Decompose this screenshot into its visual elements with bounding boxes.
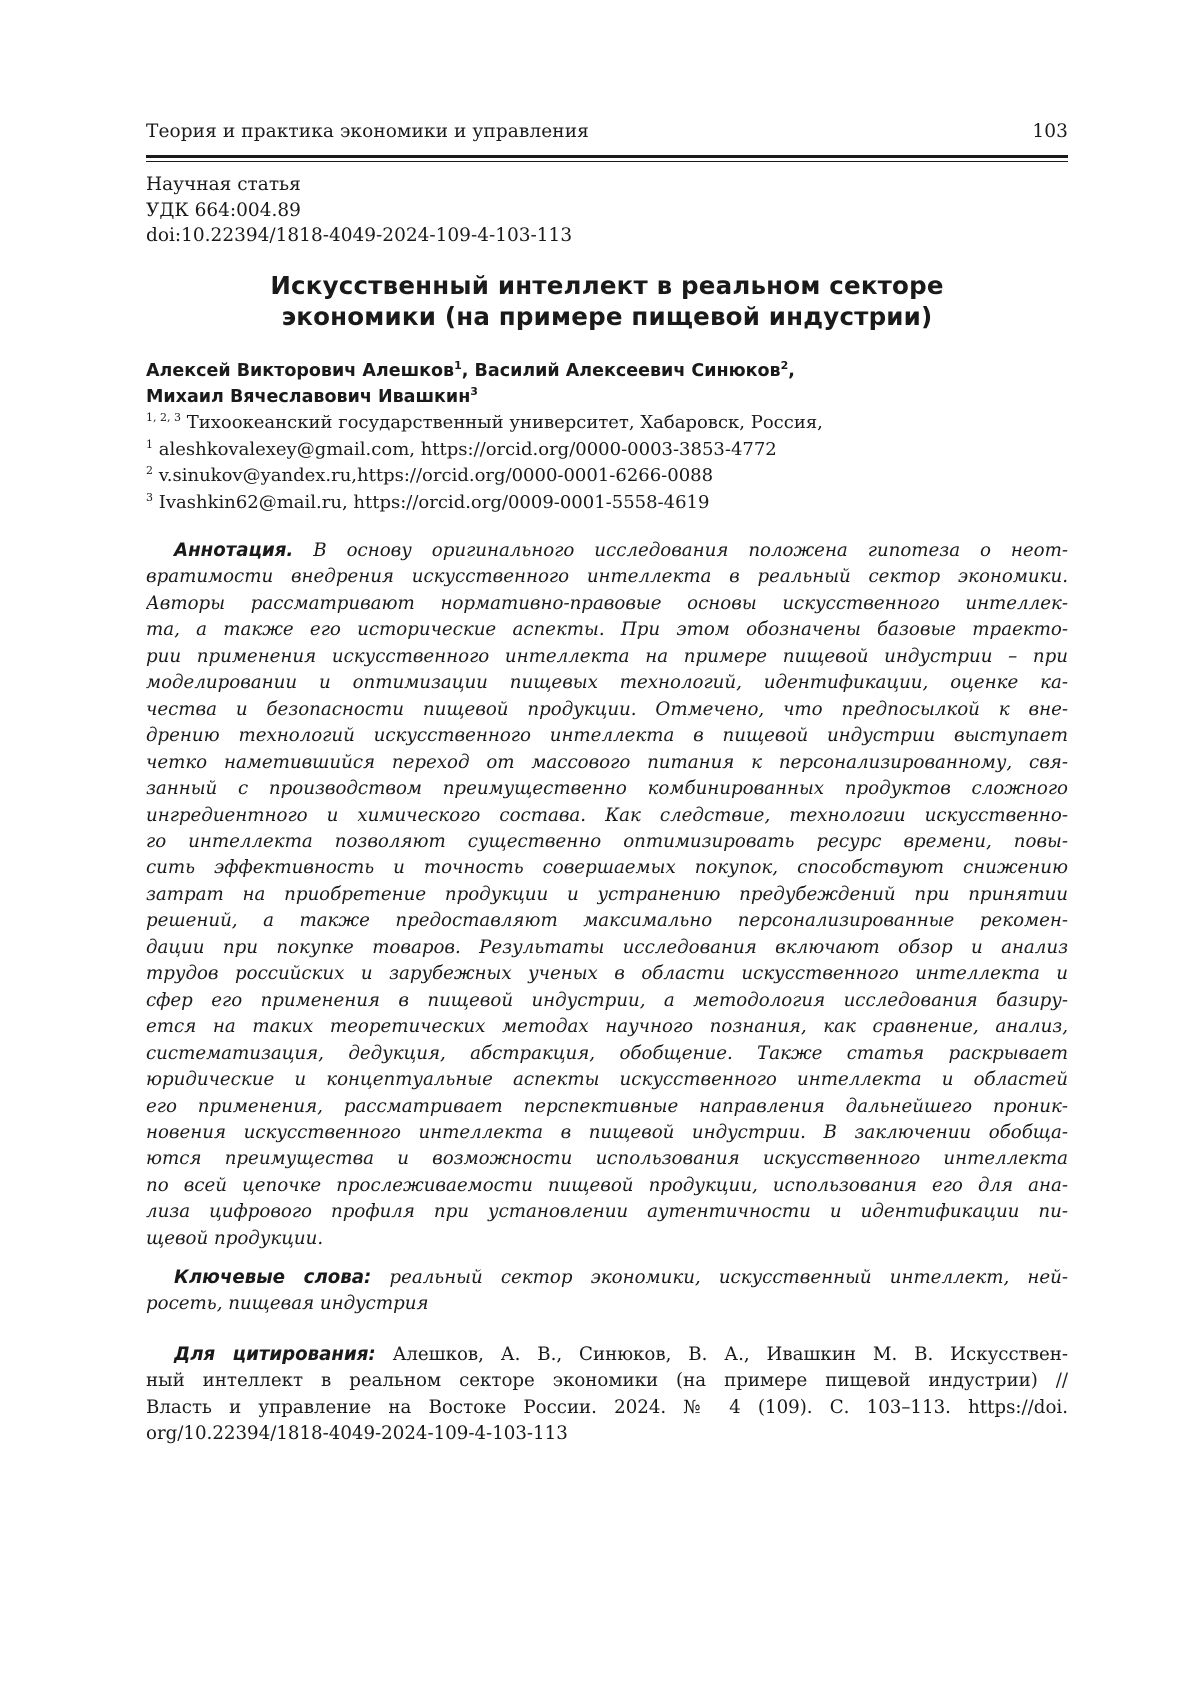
abstract-line: ингредиентного и химического состава. Как следствие, технологии искусственно- [146,804,1068,826]
affiliation-line [146,410,1068,437]
abstract-line: та, а также его исторические аспекты. При этом обозначены базовые траекто- [146,619,1068,641]
running-header [146,121,1068,142]
abstract-line: решений, а также предоставляют максимально персонализированные рекомен- [146,910,1068,932]
article-title [146,270,1068,332]
abstract [146,538,1068,1252]
doi: doi:10.22394/1818-4049-2024-109-4-103-113 [146,225,573,246]
author-contact: v.sinukov@yandex.ru,https://orcid.org/0000-0001-6266-0088 [153,465,714,486]
author-separator: , [461,361,475,381]
udc-code: УДК 664:004.89 [146,199,301,221]
abstract-line: рии применения искусственного интеллекта на примере пищевой индустрии – при [146,645,1068,667]
keywords [146,1265,1068,1318]
citation-line: Для цитирования: Алешков, А. В., Синюков, В. А., Ивашкин М. В. Искусствен- [174,1344,1068,1365]
affiliation-text: Тихоокеанский государственный университет, Хабаровск, Россия, [180,412,823,433]
abstract-line: чества и безопасности пищевой продукции. Отмечено, что предпосылкой к вне- [146,698,1068,720]
abstract-line: ются преимущества и возможности использования искусственного интеллекта [146,1148,1068,1170]
citation-line: org/10.22394/1818-4049-2024-109-4-103-113 [146,1423,568,1445]
abstract-line: сфер его применения в пищевой индустрии, а методология исследования базиру- [146,989,1068,1011]
abstract-line: четко наметившийся переход от массового питания к персонализированному, свя- [146,751,1068,773]
abstract-line: затрат на приобретение продукции и устранению предубеждений при принятии [146,883,1068,905]
keywords-line: росеть, пищевая индустрия [146,1293,429,1315]
abstract-line: щевой продукции. [146,1227,324,1249]
affiliation-mark: 2 [146,464,153,477]
affiliations [146,410,1068,516]
author-affiliation-mark: 3 [470,385,478,398]
abstract-line: систематизация, дедукция, абстракция, обобщение. Также статья раскрывает [146,1042,1068,1064]
affiliation-line [146,463,1068,490]
citation-line: Власть и управление на Востоке России. 2024. № 4 (109). С. 103–113. https://doi. [146,1396,1068,1418]
citation-label: Для цитирования: [174,1344,376,1365]
title-line: Искусственный интеллект в реальном секторе [270,271,944,300]
abstract-line: трудов российских и зарубежных ученых в области искусственного интеллекта и [146,963,1068,985]
abstract-line: по всей цепочке прослеживаемости пищевой продукции, использования его для ана- [146,1174,1068,1196]
author-name: Василий Алексеевич Синюков [474,361,781,381]
abstract-line: сить эффективность и точность совершаемых покупок, способствуют снижению [146,857,1068,879]
journal-section-title: Теория и практика экономики и управления [146,121,589,142]
abstract-line: ется на таких теоретических методах научного познания, как сравнение, анализ, [146,1016,1068,1038]
citation [146,1342,1068,1448]
author-name: Алексей Викторович Алешков [146,361,455,381]
article-meta [146,172,572,249]
affiliation-mark: 1, 2, 3 [146,411,181,424]
title-line: экономики (на примере пищевой индустрии) [281,302,933,331]
abstract-line: вратимости внедрения искусственного интеллекта в реальный сектор экономики. [146,566,1068,588]
author-affiliation-mark: 2 [780,359,789,372]
abstract-line: новения искусственного интеллекта в пищевой индустрии. В заключении обобща- [146,1121,1068,1143]
citation-line: ный интеллект в реальном секторе экономики (на примере пищевой индустрии) // [146,1370,1068,1392]
abstract-line: его применения, рассматривает перспективные направления дальнейшего проник- [146,1095,1068,1117]
abstract-line: Аннотация. В основу оригинального исследования положена гипотеза о неот- [174,540,1068,561]
affiliation-line [146,490,1068,517]
abstract-line: дрению технологий искусственного интеллекта в пищевой индустрии выступает [146,725,1068,747]
authors [146,358,1068,410]
affiliation-mark: 3 [146,490,153,504]
keywords-line: Ключевые слова: реальный сектор экономики, искусственный интеллект, ней- [174,1267,1068,1288]
abstract-line: го интеллекта позволяют существенно оптимизировать ресурс времени, повы- [146,830,1068,852]
abstract-line: Авторы рассматривают нормативно-правовые основы искусственного интеллек- [146,592,1068,614]
page-number: 103 [1032,121,1068,142]
article-type: Научная статья [146,174,301,195]
abstract-line: дации при покупке товаров. Результаты исследования включают обзор и анализ [146,936,1068,958]
affiliation-line [146,437,1068,464]
author-contact: Ivashkin62@mail.ru, https://orcid.org/0009-0001-5558-4619 [153,491,710,513]
abstract-line: юридические и концептуальные аспекты искусственного интеллекта и областей [146,1069,1068,1091]
keywords-label: Ключевые слова: [174,1267,372,1288]
header-rule-thin [146,161,1068,162]
abstract-line: занный с производством преимущественно комбинированных продуктов сложного [146,778,1068,800]
abstract-label: Аннотация. [174,540,294,561]
author-affiliation-mark: 1 [454,359,462,372]
author-contact: aleshkovalexey@gmail.com, https://orcid.org/0000-0003-3853-4772 [153,438,777,460]
abstract-line: лиза цифрового профиля при установлении аутентичности и идентификации пи- [146,1201,1068,1223]
author-separator: , [788,361,795,381]
affiliation-mark: 1 [146,437,153,451]
abstract-line: моделировании и оптимизации пищевых технологий, идентификации, оценке ка- [146,672,1068,694]
author-name: Михаил Вячеславович Ивашкин [146,387,471,407]
header-rule-thick [146,155,1068,158]
